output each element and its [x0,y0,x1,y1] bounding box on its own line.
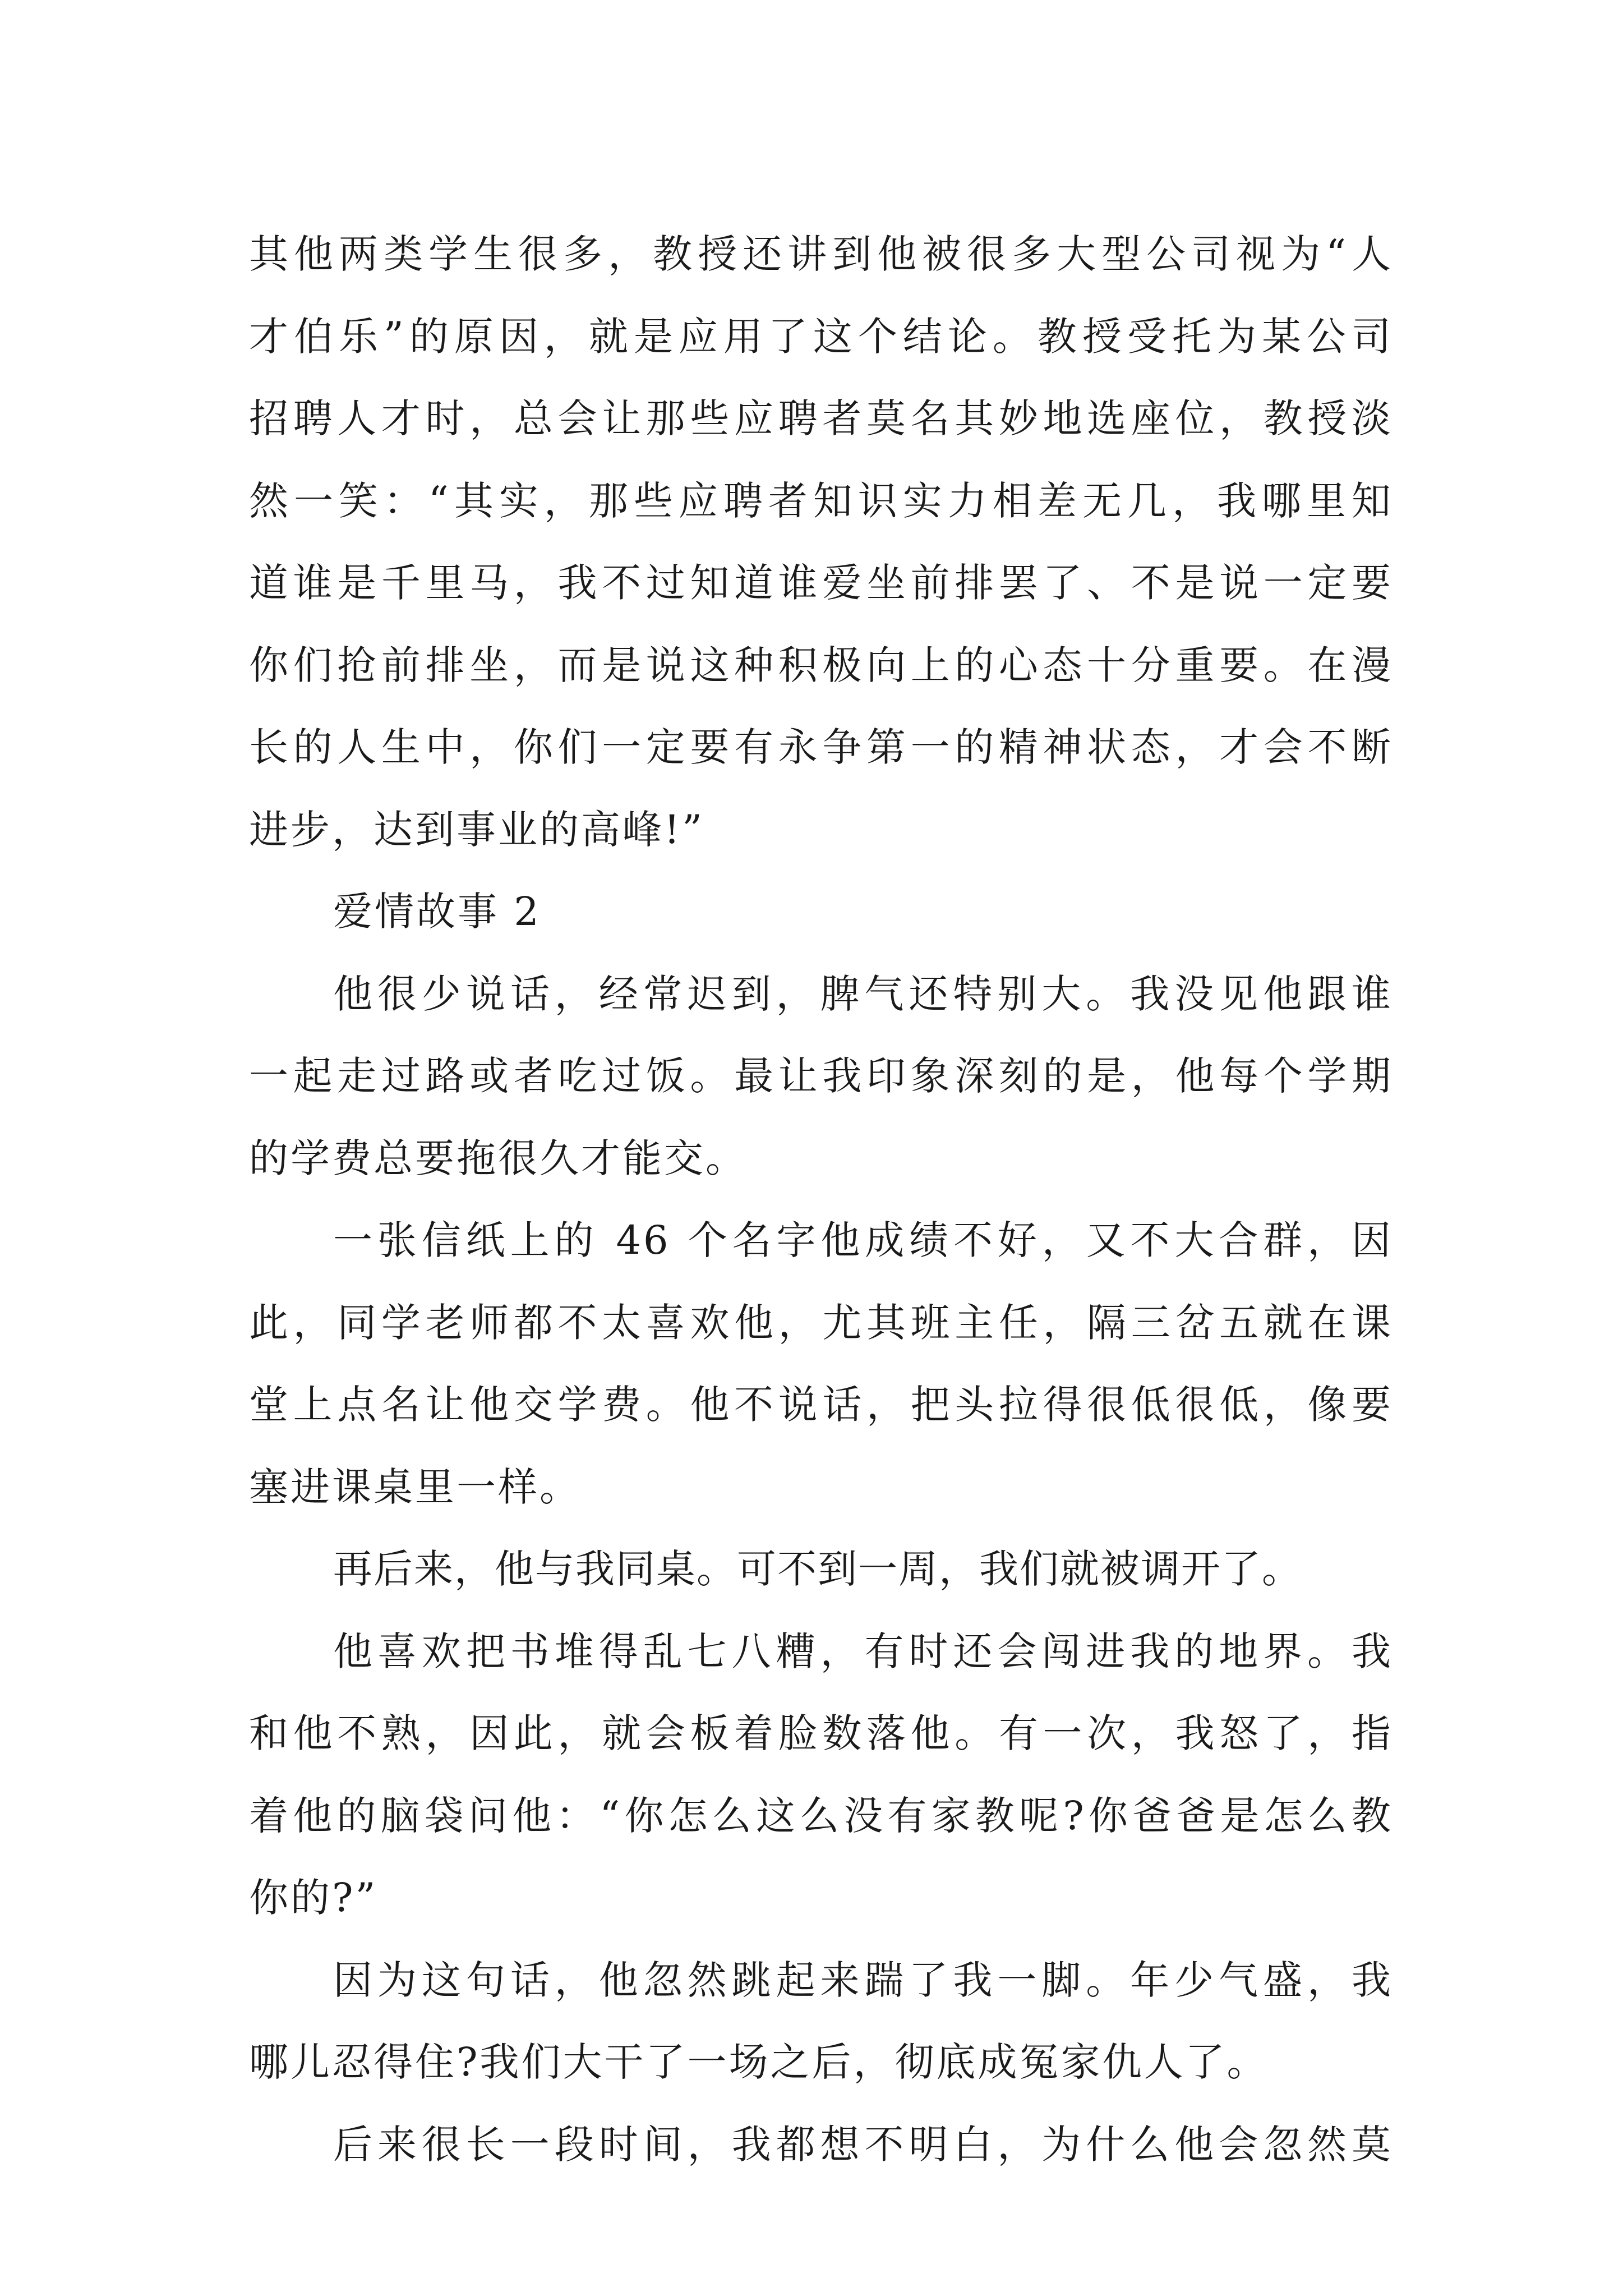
text-line: 因为这句话，他忽然跳起来踹了我一脚。年少气盛，我 [333,1957,1393,2003]
text-line: 你们抢前排坐，而是说这种积极向上的心态十分重要。在漫 [249,642,1393,688]
text-line: 哪儿忍得住?我们大干了一场之后，彻底成冤家仇人了。 [249,2039,1269,2085]
text-line: 再后来，他与我同桌。可不到一周，我们就被调开了。 [333,1546,1302,1592]
text-line: 的学费总要拖很久才能交。 [249,1135,747,1181]
text-line: 塞进课桌里一样。 [249,1464,581,1510]
text-line: 你的?” [249,1875,378,1921]
text-line: 一张信纸上的 46 个名字他成绩不好，又不大合群，因 [333,1217,1393,1263]
text-line: 然一笑：“其实，那些应聘者知识实力相差无几，我哪里知 [249,477,1393,524]
text-line: 他很少说话，经常迟到，脾气还特别大。我没见他跟谁 [333,970,1393,1017]
text-line: 堂上点名让他交学费。他不说话，把头拉得很低很低，像要 [249,1382,1393,1428]
document-body [249,213,1393,2185]
text-line: 才伯乐”的原因，就是应用了这个结论。教授受托为某公司 [249,313,1393,360]
text-line: 其他两类学生很多，教授还讲到他被很多大型公司视为“人 [249,231,1393,277]
text-line: 后来很长一段时间，我都想不明白，为什么他会忽然莫 [333,2121,1393,2168]
text-line: 招聘人才时，总会让那些应聘者莫名其妙地选座位，教授淡 [249,395,1393,441]
text-line: 道谁是千里马，我不过知道谁爱坐前排罢了、不是说一定要 [249,560,1393,606]
section-heading: 爱情故事 2 [333,889,541,935]
text-line: 进步，达到事业的高峰!” [249,806,704,853]
text-line: 一起走过路或者吃过饭。最让我印象深刻的是，他每个学期 [249,1053,1393,1099]
text-line: 长的人生中，你们一定要有永争第一的精神状态，才会不断 [249,724,1393,770]
text-line: 和他不熟，因此，就会板着脸数落他。有一次，我怒了，指 [249,1710,1393,1756]
text-line: 此，同学老师都不太喜欢他，尤其班主任，隔三岔五就在课 [249,1299,1393,1346]
text-line: 他喜欢把书堆得乱七八糟，有时还会闯进我的地界。我 [333,1628,1393,1674]
text-line: 着他的脑袋问他：“你怎么这么没有家教呢?你爸爸是怎么教 [249,1792,1393,1839]
